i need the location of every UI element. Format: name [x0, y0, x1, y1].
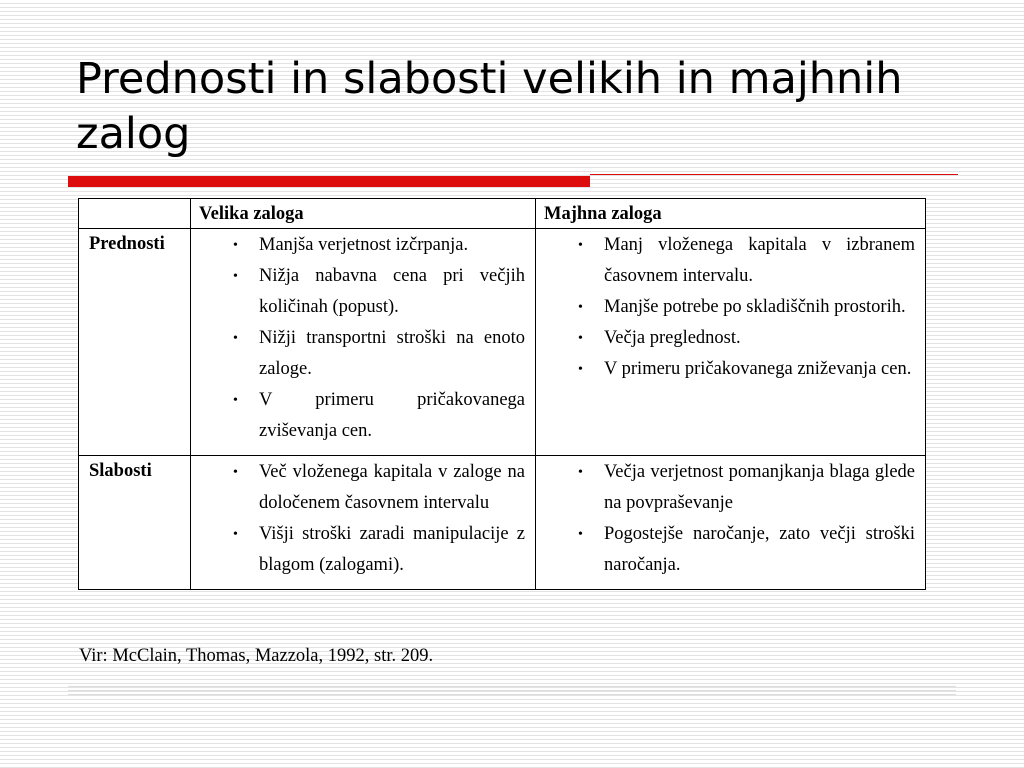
bullet-icon: • — [578, 527, 583, 542]
table-header-row — [79, 199, 926, 229]
bullet-icon: • — [233, 331, 238, 346]
comparison-table — [78, 198, 926, 590]
cell-disadvantages-large — [191, 456, 536, 590]
bullet-icon: • — [233, 269, 238, 284]
header-small-stock: Majhna zaloga — [536, 199, 926, 229]
cell-disadvantages-small — [536, 456, 926, 590]
list-item — [536, 457, 915, 519]
cell-advantages-small — [536, 229, 926, 456]
list-item — [536, 323, 915, 354]
list-item-text: V primeru pričakovanega zniževanja cen. — [604, 359, 912, 379]
footer-divider — [68, 686, 956, 695]
list-item — [536, 292, 915, 323]
list-item-text: Manjše potrebe po skladiščnih prostorih. — [604, 297, 906, 317]
bullet-icon: • — [233, 465, 238, 480]
list-item-text: Nižja nabavna cena pri večjih količinah (popust). — [259, 266, 525, 317]
title-underline — [68, 174, 958, 188]
cell-advantages-large — [191, 229, 536, 456]
bullet-icon: • — [578, 362, 583, 377]
list-item-text: Manj vloženega kapitala v izbranem časovnem intervalu. — [604, 235, 915, 286]
list-item-text: V primeru pričakovanega zviševanja cen. — [259, 390, 525, 441]
list-item-text: Večja verjetnost pomanjkanja blaga glede na povpraševanje — [604, 462, 915, 513]
title-accent-line — [590, 174, 958, 175]
bullet-icon: • — [578, 465, 583, 480]
table-row-disadvantages — [79, 456, 926, 590]
list-item-text: Nižji transportni stroški na enoto zaloge. — [259, 328, 525, 379]
slide-title: Prednosti in slabosti velikih in majhnih zalog — [76, 54, 903, 159]
list-item — [191, 323, 525, 385]
table-row-advantages — [79, 229, 926, 456]
list-item-text: Pogostejše naročanje, zato večji stroški naročanja. — [604, 524, 915, 575]
list-item-text: Več vloženega kapitala v zaloge na določenem časovnem intervalu — [259, 462, 525, 513]
row-label-disadvantages: Slabosti — [79, 456, 191, 590]
bullet-icon: • — [233, 527, 238, 542]
list-item — [536, 519, 915, 581]
list-item — [191, 457, 525, 519]
title-accent-bar — [68, 176, 590, 187]
row-label-advantages: Prednosti — [79, 229, 191, 456]
list-item-text: Večja preglednost. — [604, 328, 741, 348]
bullet-icon: • — [233, 393, 238, 408]
list-item-text: Manjša verjetnost izčrpanja. — [259, 235, 469, 255]
list-item — [191, 385, 525, 447]
list-item — [191, 261, 525, 323]
corner-header-cell — [79, 199, 191, 229]
list-item-text: Višji stroški zaradi manipulacije z blagom (zalogami). — [259, 524, 525, 575]
bullet-icon: • — [578, 300, 583, 315]
list-item — [191, 519, 525, 581]
list-item — [536, 230, 915, 292]
list-item — [191, 230, 525, 261]
list-item — [536, 354, 915, 385]
bullet-icon: • — [578, 331, 583, 346]
header-large-stock: Velika zaloga — [191, 199, 536, 229]
bullet-icon: • — [233, 238, 238, 253]
bullet-icon: • — [578, 238, 583, 253]
source-citation: Vir: McClain, Thomas, Mazzola, 1992, str. 209. — [79, 646, 434, 666]
